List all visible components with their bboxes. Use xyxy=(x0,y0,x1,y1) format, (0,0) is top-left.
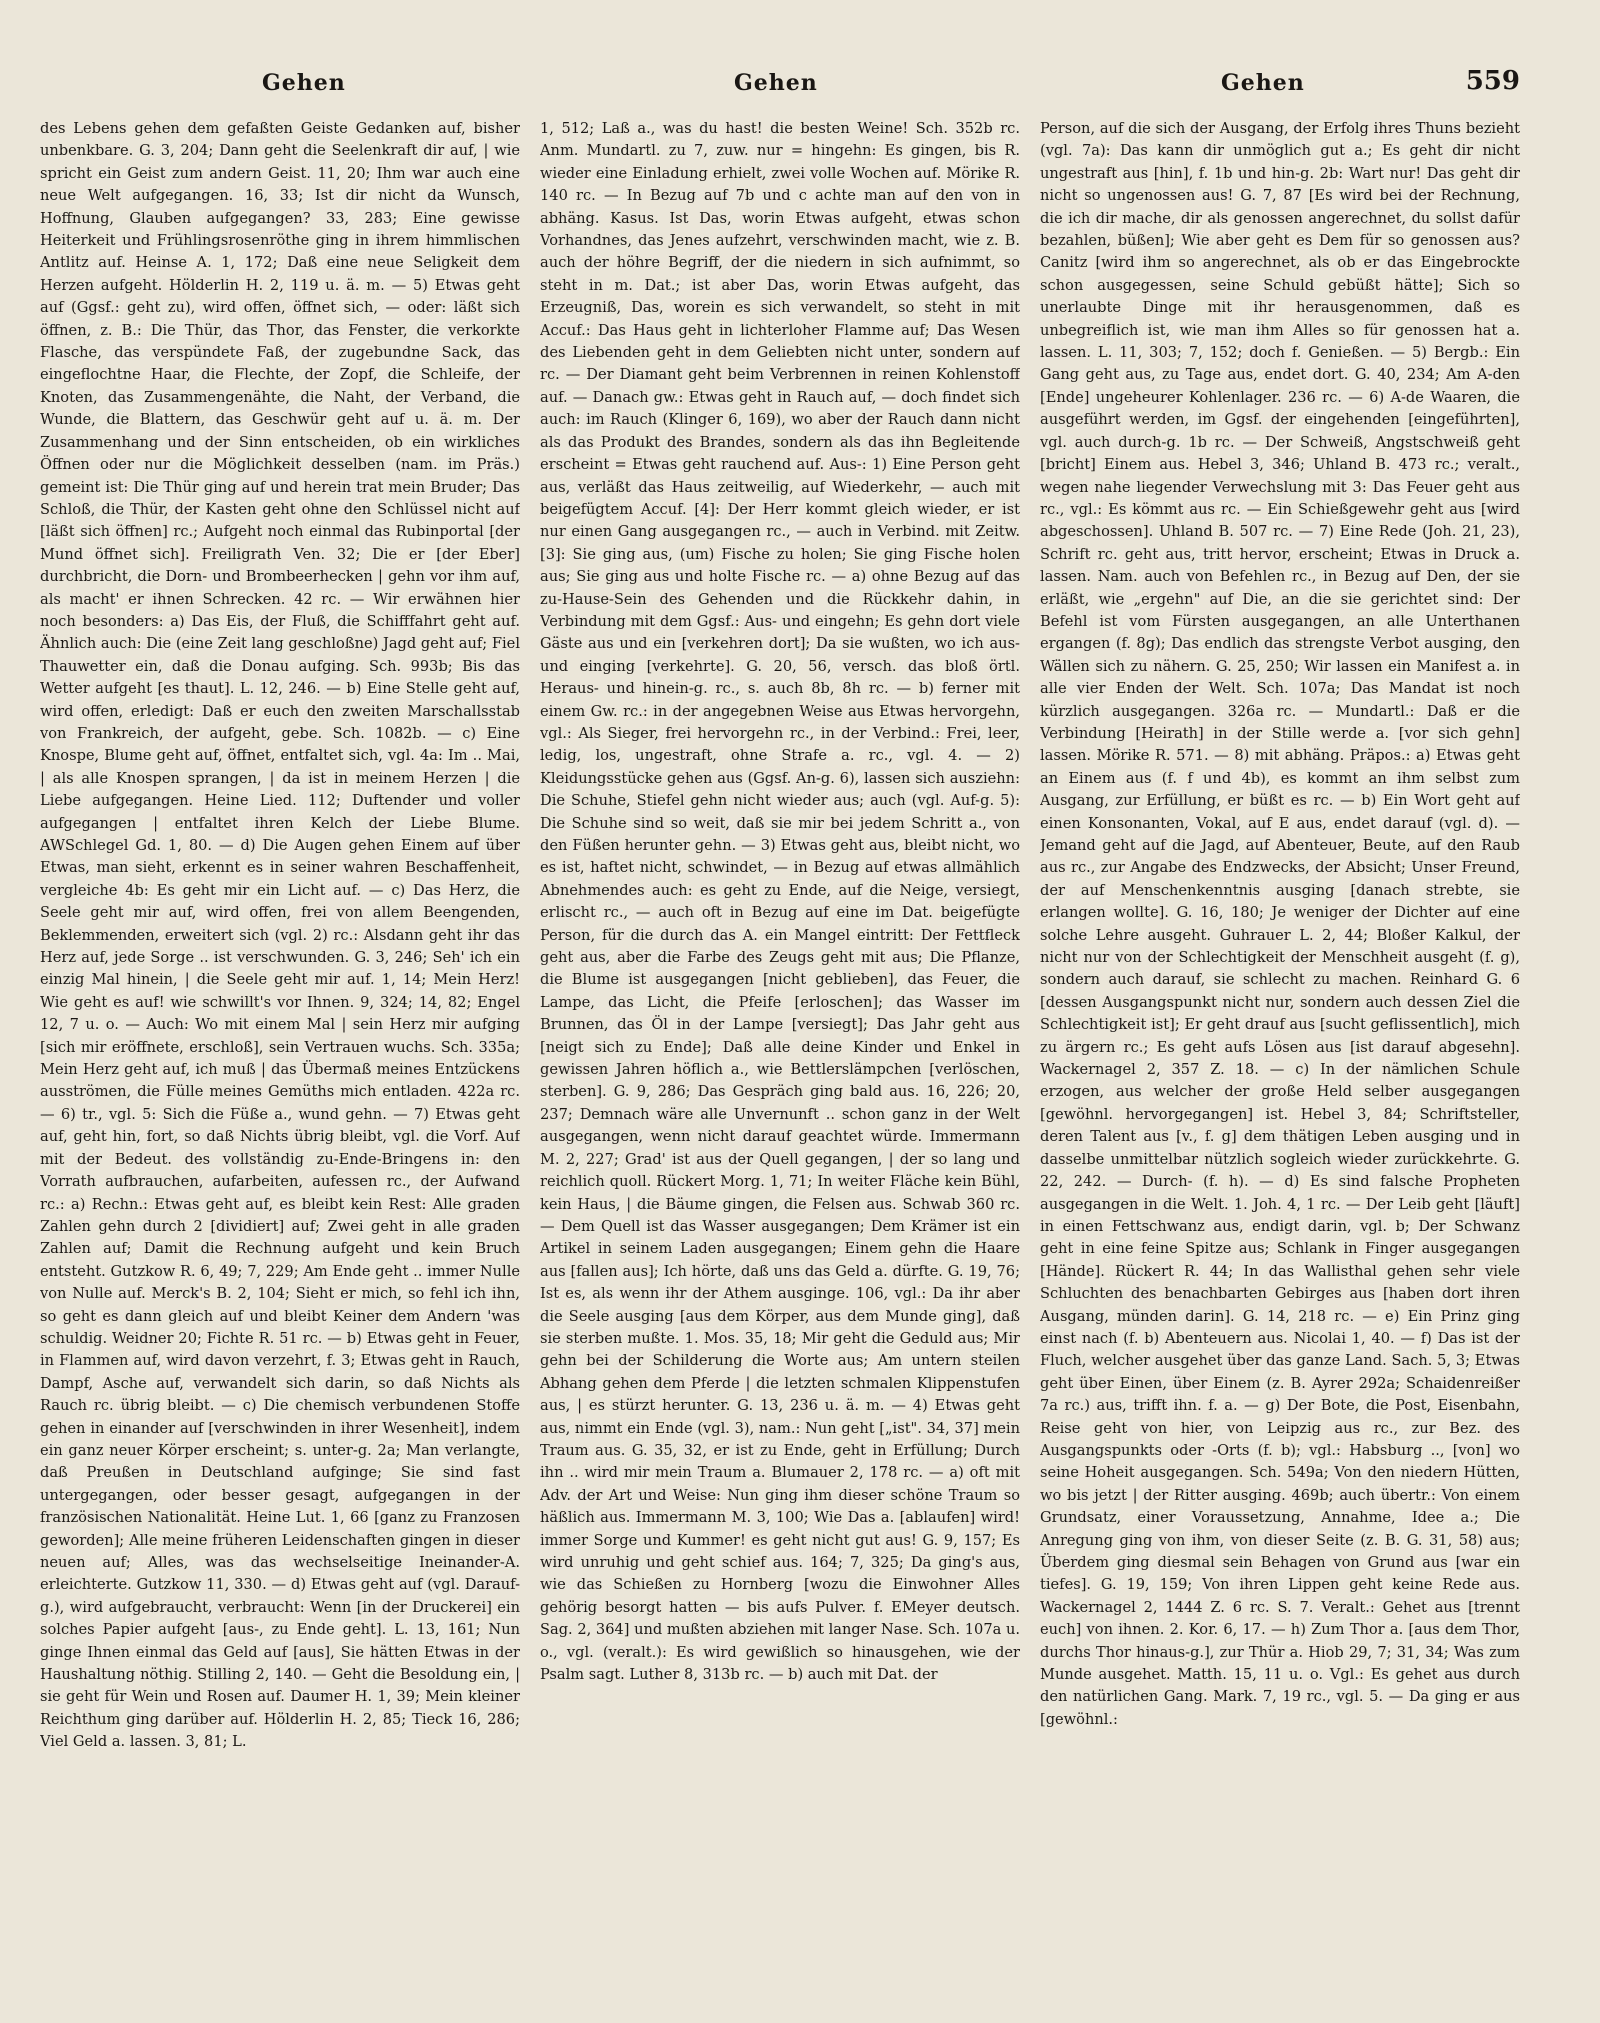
left-running-headword: Gehen xyxy=(262,70,346,96)
column-left-text: des Lebens gehen dem gefaßten Geiste Gedanken auf, bisher unbenkbare. G. 3, 204; Dann geht die Seelenkraft dir auf, | wie spricht ein Geist zum andern Geist. 11, 20; Ihm war auch eine neue Welt aufgegangen. 16, 33; Ist dir nicht da Wunsch, Hoffnung, Glauben aufgegangen? 33, 283; Eine gewisse Heiterkeit und Frühlingsrosenröthe ging in ihrem himmlischen Antlitz auf. Heinse A. 1, 172; Daß eine neue Seligkeit dem Herzen aufgeht. Hölderlin H. 2, 119 u. ä. m. — 5) Etwas geht auf (Ggsf.: geht zu), wird offen, öffnet sich, — oder: läßt sich öffnen, z. B.: Die Thür, das Thor, das Fenster, die verkorkte Flasche, das verspündete Faß, der zugebundne Sack, das eingeflochtne Haar, die Flechte, der Zopf, die Schleife, der Knoten, das Zusammengenähte, die Naht, der Verband, die Wunde, die Blattern, das Geschwür geht auf u. ä. m. Der Zusammenhang und der Sinn entscheiden, ob ein wirkliches Öffnen oder nur die Möglichkeit desselben (nam. im Präs.) gemeint ist: Die Thür ging auf und herein trat mein Bruder; Das Schloß, die Thür, der Kasten geht ohne den Schlüssel nicht auf [läßt sich öffnen] rc.; Aufgeht noch einmal das Rubinportal [der Mund öffnet sich]. Freiligrath Ven. 32; Die er [der Eber] durchbricht, die Dorn- und Brombeerhecken | gehn vor ihm auf, als macht' er ihnen Schrecken. 42 rc. — Wir erwähnen hier noch besonders: a) Das Eis, der Fluß, die Schifffahrt geht auf. Ähnlich auch: Die (eine Zeit lang geschloßne) Jagd geht auf; Fiel Thauwetter ein, daß die Donau aufging. Sch. 993b; Bis das Wetter aufgeht [es thaut]. L. 12, 246. — b) Eine Stelle geht auf, wird offen, erledigt: Daß er euch den zweiten Marschallsstab von Frankreich, der aufgeht, gebe. Sch. 1082b. — c) Eine Knospe, Blume geht auf, öffnet, entfaltet sich, vgl. 4a: Im .. Mai, | als alle Knospen sprangen, | da ist in meinem Herzen | die Liebe aufgegangen. Heine Lied. 112; Duftender und voller aufgegangen | entfaltet ihren Kelch der Liebe Blume. AWSchlegel Gd. 1, 80. — d) Die Augen gehen Einem auf über Etwas, man sieht, erkennt es in seiner wahren Beschaffenheit, vergleiche 4b: Es geht mir ein Licht auf. — c) Das Herz, die Seele geht mir auf, wird offen, frei von allem Beengenden, Beklemmenden, erweitert sich (vgl. 2) rc.: Alsdann geht ihr das Herz auf, jede Sorge .. ist verschwunden. G. 3, 246; Seh' ich ein einzig Mal hinein, | die Seele geht mir auf. 1, 14; Mein Herz! Wie geht es auf! wie schwillt's vor Ihnen. 9, 324; 14, 82; Engel 12, 7 u. o. — Auch: Wo mit einem Mal | sein Herz mir aufging [sich mir eröffnete, erschloß], sein Vertrauen wuchs. Sch. 335a; Mein Herz geht auf, ich muß | das Übermaß meines Entzückens ausströmen, die Fülle meines Gemüths mich entladen. 422a rc. — 6) tr., vgl. 5: Sich die Füße a., wund gehn. — 7) Etwas geht auf, geht hin, fort, so daß Nichts übrig bleibt, vgl. die Vorf. Auf mit der Bedeut. des vollständig zu-Ende-Bringens in: den Vorrath aufbrauchen, aufarbeiten, aufessen rc., der Aufwand rc.: a) Rechn.: Etwas geht auf, es bleibt kein Rest: Alle graden Zahlen gehn durch 2 [dividiert] auf; Zwei geht in alle graden Zahlen auf; Damit die Rechnung aufgeht und kein Bruch entsteht. Gutzkow R. 6, 49; 7, 229; Am Ende geht .. immer Nulle von Nulle auf. Merck's B. 2, 104; Sieht er mich, so fehl ich ihn, so geht es dann gleich auf und bleibt Keiner dem Andern 'was schuldig. Weidner 20; Fichte R. 51 rc. — b) Etwas geht in Feuer, in Flammen auf, wird davon verzehrt, f. 3; Etwas geht in Rauch, Dampf, Asche auf, verwandelt sich darin, so daß Nichts als Rauch rc. übrig bleibt. — c) Die chemisch verbundenen Stoffe gehen in einander auf [verschwinden in ihrer Wesenheit], indem ein ganz neuer Körper erscheint; s. unter-g. 2a; Man verlangte, daß Preußen in Deutschland aufginge; Sie sind fast untergegangen, oder besser gesagt, aufgegangen in der französischen Nationalität. Heine Lut. 1, 66 [ganz zu Franzosen geworden]; Alle meine früheren Leidenschaften gingen in dieser neuen auf; Alles, was das wechselseitige Ineinander-A. erleichterte. Gutzkow 11, 330. — d) Etwas geht auf (vgl. Darauf-g.), wird aufgebraucht, verbraucht: Wenn [in der Druckerei] ein solches Papier aufgeht [aus-, zu Ende geht]. L. 13, 161; Nun ginge Ihnen einmal das Geld auf [aus], Sie hätten Etwas in der Haushaltung nöthig. Stilling 2, 140. — Geht die Besoldung ein, | sie geht für Wein und Rosen auf. Daumer H. 1, 39; Mein kleiner Reichthum ging darüber auf. Hölderlin H. 2, 85; Tieck 16, 286; Viel Geld a. lassen. 3, 81; L. xyxy=(40,120,520,1751)
column-left xyxy=(40,118,520,2008)
page-number: 559 xyxy=(1465,66,1520,96)
column-middle xyxy=(540,118,1020,2008)
column-right xyxy=(1040,118,1520,2008)
page-header xyxy=(40,66,1520,110)
column-right-text: Person, auf die sich der Ausgang, der Erfolg ihres Thuns bezieht (vgl. 7a): Das kann dir unmöglich gut a.; Es geht dir nicht ungestraft aus [hin], f. 1b und hin-g. 2b: Wart nur! Das geht dir nicht so ungenossen aus! G. 7, 87 [Es wird bei der Rechnung, die ich dir mache, dir als genossen angerechnet, du sollst dafür bezahlen, büßen]; Wie aber geht es Dem für so genossen aus? Canitz [wird ihm so angerechnet, als ob er das Eingebrockte schon ausgegessen, seine Schuld gebüßt hätte]; Sich so unerlaubte Dinge mit ihr herausgenommen, daß es unbegreiflich ist, wie man ihm Alles so für genossen hat a. lassen. L. 11, 303; 7, 152; doch f. Genießen. — 5) Bergb.: Ein Gang geht aus, zu Tage aus, endet dort. G. 40, 234; Am A-den [Ende] ungeheurer Kohlenlager. 236 rc. — 6) A-de Waaren, die ausgeführt werden, im Ggsf. der eingehenden [eingeführten], vgl. auch durch-g. 1b rc. — Der Schweiß, Angstschweiß geht [bricht] Einem aus. Hebel 3, 346; Uhland B. 473 rc.; veralt., wegen nahe liegender Verwechslung mit 3: Das Feuer geht aus rc., vgl.: Es kömmt aus rc. — Ein Schießgewehr geht aus [wird abgeschossen]. Uhland B. 507 rc. — 7) Eine Rede (Joh. 21, 23), Schrift rc. geht aus, tritt hervor, erscheint; Etwas in Druck a. lassen. Nam. auch von Befehlen rc., in Bezug auf Den, der sie erläßt, wie „ergehn" auf Die, an die sie gerichtet sind: Der Befehl ist vom Fürsten ausgegangen, an alle Unterthanen ergangen (f. 8g); Das endlich das strengste Verbot ausging, den Wällen sich zu nähern. G. 25, 250; Wir lassen ein Manifest a. in alle vier Enden der Welt. Sch. 107a; Das Mandat ist noch kürzlich ausgegangen. 326a rc. — Mundartl.: Daß er die Verbindung [Heirath] in der Stille werde a. [vor sich gehn] lassen. Mörike R. 571. — 8) mit abhäng. Präpos.: a) Etwas geht an Einem aus (f. f und 4b), es kommt an ihm selbst zum Ausgang, zur Erfüllung, er büßt es rc. — b) Ein Wort geht auf einen Konsonanten, Vokal, auf E aus, endet darauf (vgl. d). — Jemand geht auf die Jagd, auf Abenteuer, Beute, auf den Raub aus rc., zur Angabe des Endzwecks, der Absicht; Unser Freund, der auf Menschenkenntnis ausging [danach strebte, sie erlangen wollte]. G. 16, 180; Je weniger der Dichter auf eine solche Lehre ausgeht. Guhrauer L. 2, 44; Bloßer Kalkul, der nicht nur von der Schlechtigkeit der Menschheit ausgeht (f. g), sondern auch darauf, sie schlecht zu machen. Reinhard G. 6 [dessen Ausgangspunkt nicht nur, sondern auch dessen Ziel die Schlechtigkeit ist]; Er geht drauf aus [sucht geflissentlich], mich zu ärgern rc.; Es geht aufs Lösen aus [ist darauf abgesehn]. Wackernagel 2, 357 Z. 18. — c) In der nämlichen Schule erzogen, aus welcher der große Held selber ausgegangen [gewöhnl. hervorgegangen] ist. Hebel 3, 84; Schriftsteller, deren Talent aus [v., f. g] dem thätigen Leben ausging und in dasselbe unmittelbar nützlich sogleich wieder zurückkehrte. G. 22, 242. — Durch- (f. h). — d) Es sind falsche Propheten ausgegangen in die Welt. 1. Joh. 4, 1 rc. — Der Leib geht [läuft] in einen Fettschwanz aus, endigt darin, vgl. b; Der Schwanz geht in eine feine Spitze aus; Schlank in Finger ausgegangen [Hände]. Rückert R. 44; In das Wallisthal gehen sehr viele Schluchten des benachbarten Gebirges aus [haben dort ihren Ausgang, münden darin]. G. 14, 218 rc. — e) Ein Prinz ging einst nach (f. b) Abenteuern aus. Nicolai 1, 40. — f) Das ist der Fluch, welcher ausgehet über das ganze Land. Sach. 5, 3; Etwas geht über Einen, über Einem (z. B. Ayrer 292a; Schaidenreißer 7a rc.) aus, trifft ihn. f. a. — g) Der Bote, die Post, Eisenbahn, Reise geht von hier, von Leipzig aus rc., zur Bez. des Ausgangspunkts oder -Orts (f. b); vgl.: Habsburg .., [von] wo seine Hoheit ausgegangen. Sch. 549a; Von den niedern Hütten, wo bis jetzt | der Ritter ausging. 469b; auch übertr.: Von einem Grundsatz, einer Voraussetzung, Annahme, Idee a.; Die Anregung ging von ihm, von dieser Seite (z. B. G. 31, 58) aus; Überdem ging diesmal sein Behagen von Grund aus [war ein tiefes]. G. 19, 159; Von ihren Lippen geht keine Rede aus. Wackernagel 2, 1444 Z. 6 rc. S. 7. Veralt.: Gehet aus [trennt euch] von ihnen. 2. Kor. 6, 17. — h) Zum Thor a. [aus dem Thor, durchs Thor hinaus-g.], zur Thür a. Hiob 29, 7; 31, 34; Was zum Munde ausgehet. Matth. 15, 11 u. o. Vgl.: Es gehet aus durch den natürlichen Gang. Mark. 7, 19 rc., vgl. 5. — Da ging er aus [gewöhnl.: xyxy=(1040,120,1520,1728)
column-middle-text: 1, 512; Laß a., was du hast! die besten Weine! Sch. 352b rc. Anm. Mundartl. zu 7, zuw. nur = hingehn: Es gingen, bis R. wieder eine Einladung erhielt, zwei volle Wochen auf. Mörike R. 140 rc. — In Bezug auf 7b und c achte man auf den von in abhäng. Kasus. Ist Das, worin Etwas aufgeht, etwas schon Vorhandnes, das Jenes aufzehrt, verschwinden macht, wie z. B. auch der höhre Begriff, der die niedern in sich aufnimmt, so steht in m. Dat.; ist aber Das, worin Etwas aufgeht, das Erzeugniß, Das, worein es sich verwandelt, so steht in mit Accuf.: Das Haus geht in lichterloher Flamme auf; Das Wesen des Liebenden geht in dem Geliebten nicht unter, sondern auf rc. — Der Diamant geht beim Verbrennen in reinen Kohlenstoff auf. — Danach gw.: Etwas geht in Rauch auf, — doch findet sich auch: im Rauch (Klinger 6, 169), wo aber der Rauch dann nicht als das Produkt des Brandes, sondern als das ihn Begleitende erscheint = Etwas geht rauchend auf. Aus-: 1) Eine Person geht aus, verläßt das Haus zeitweilig, auf Wiederkehr, — auch mit beigefügtem Accuf. [4]: Der Herr kommt gleich wieder, er ist nur einen Gang ausgegangen rc., — auch in Verbind. mit Zeitw. [3]: Sie ging aus, (um) Fische zu holen; Sie ging Fische holen aus; Sie ging aus und holte Fische rc. — a) ohne Bezug auf das zu-Hause-Sein des Gehenden und die Rückkehr dahin, in Verbindung mit dem Ggsf.: Aus- und eingehn; Es gehn dort viele Gäste aus und ein [verkehren dort]; Da sie wußten, wo ich aus- und einging [verkehrte]. G. 20, 56, versch. das bloß örtl. Heraus- und hinein-g. rc., s. auch 8b, 8h rc. — b) ferner mit einem Gw. rc.: in der angegebnen Weise aus Etwas hervorgehn, vgl.: Als Sieger, frei hervorgehn rc., in der Verbind.: Frei, leer, ledig, los, ungestraft, ohne Strafe a. rc., vgl. 4. — 2) Kleidungsstücke gehen aus (Ggsf. An-g. 6), lassen sich ausziehn: Die Schuhe, Stiefel gehn nicht wieder aus; auch (vgl. Auf-g. 5): Die Schuhe sind so weit, daß sie mir bei jedem Schritt a., von den Füßen herunter gehn. — 3) Etwas geht aus, bleibt nicht, wo es ist, haftet nicht, schwindet, — in Bezug auf etwas allmählich Abnehmendes auch: es geht zu Ende, auf die Neige, versiegt, erlischt rc., — auch oft in Bezug auf eine im Dat. beigefügte Person, für die durch das A. ein Mangel eintritt: Der Fettfleck geht aus, aber die Farbe des Zeugs geht mit aus; Die Pflanze, die Blume ist ausgegangen [nicht geblieben], das Feuer, die Lampe, das Licht, die Pfeife [erloschen]; das Wasser im Brunnen, das Öl in der Lampe [versiegt]; Das Jahr geht aus [neigt sich zu Ende]; Daß alle deine Kinder und Enkel in gewissen Jahren höflich a., wie Bettlerslämpchen [verlöschen, sterben]. G. 9, 286; Das Gespräch ging bald aus. 16, 226; 20, 237; Demnach wäre alle Unvernunft .. schon ganz in der Welt ausgegangen, wenn nicht darauf geachtet würde. Immermann M. 2, 227; Grad' ist aus der Quell gegangen, | der so lang und reichlich quoll. Rückert Morg. 1, 71; In weiter Fläche kein Bühl, kein Haus, | die Bäume gingen, die Felsen aus. Schwab 360 rc. — Dem Quell ist das Wasser ausgegangen; Dem Krämer ist ein Artikel in seinem Laden ausgegangen; Einem gehn die Haare aus [fallen aus]; Ich hörte, daß uns das Geld a. dürfte. G. 19, 76; Ist es, als wenn ihr der Athem ausginge. 106, vgl.: Da ihr aber die Seele ausging [aus dem Körper, aus dem Munde ging], daß sie sterben mußte. 1. Mos. 35, 18; Mir geht die Geduld aus; Mir gehn bei der Schilderung die Worte aus; Am untern steilen Abhang gehen dem Pferde | die letzten schmalen Klippenstufen aus, | es stürzt herunter. G. 13, 236 u. ä. m. — 4) Etwas geht aus, nimmt ein Ende (vgl. 3), nam.: Nun geht [„ist". 34, 37] mein Traum aus. G. 35, 32, er ist zu Ende, geht in Erfüllung; Durch ihn .. wird mir mein Traum a. Blumauer 2, 178 rc. — a) oft mit Adv. der Art und Weise: Nun ging ihm dieser schöne Traum so häßlich aus. Immermann M. 3, 100; Wie Das a. [ablaufen] wird! immer Sorge und Kummer! es geht nicht gut aus! G. 9, 157; Es wird unruhig und geht schief aus. 164; 7, 325; Da ging's aus, wie das Schießen zu Hornberg [wozu die Einwohner Alles gehörig besorgt hatten — bis aufs Pulver. f. EMeyer deutsch. Sag. 2, 364] und mußten abziehen mit langer Nase. Sch. 107a u. o., vgl. (veralt.): Es wird gewißlich so hinausgehen, wie der Psalm sagt. Luther 8, 313b rc. — b) auch mit Dat. der xyxy=(540,120,1020,1684)
text-columns xyxy=(40,118,1520,2008)
right-running-headword: Gehen xyxy=(1221,70,1305,96)
center-running-headword: Gehen xyxy=(734,70,818,96)
